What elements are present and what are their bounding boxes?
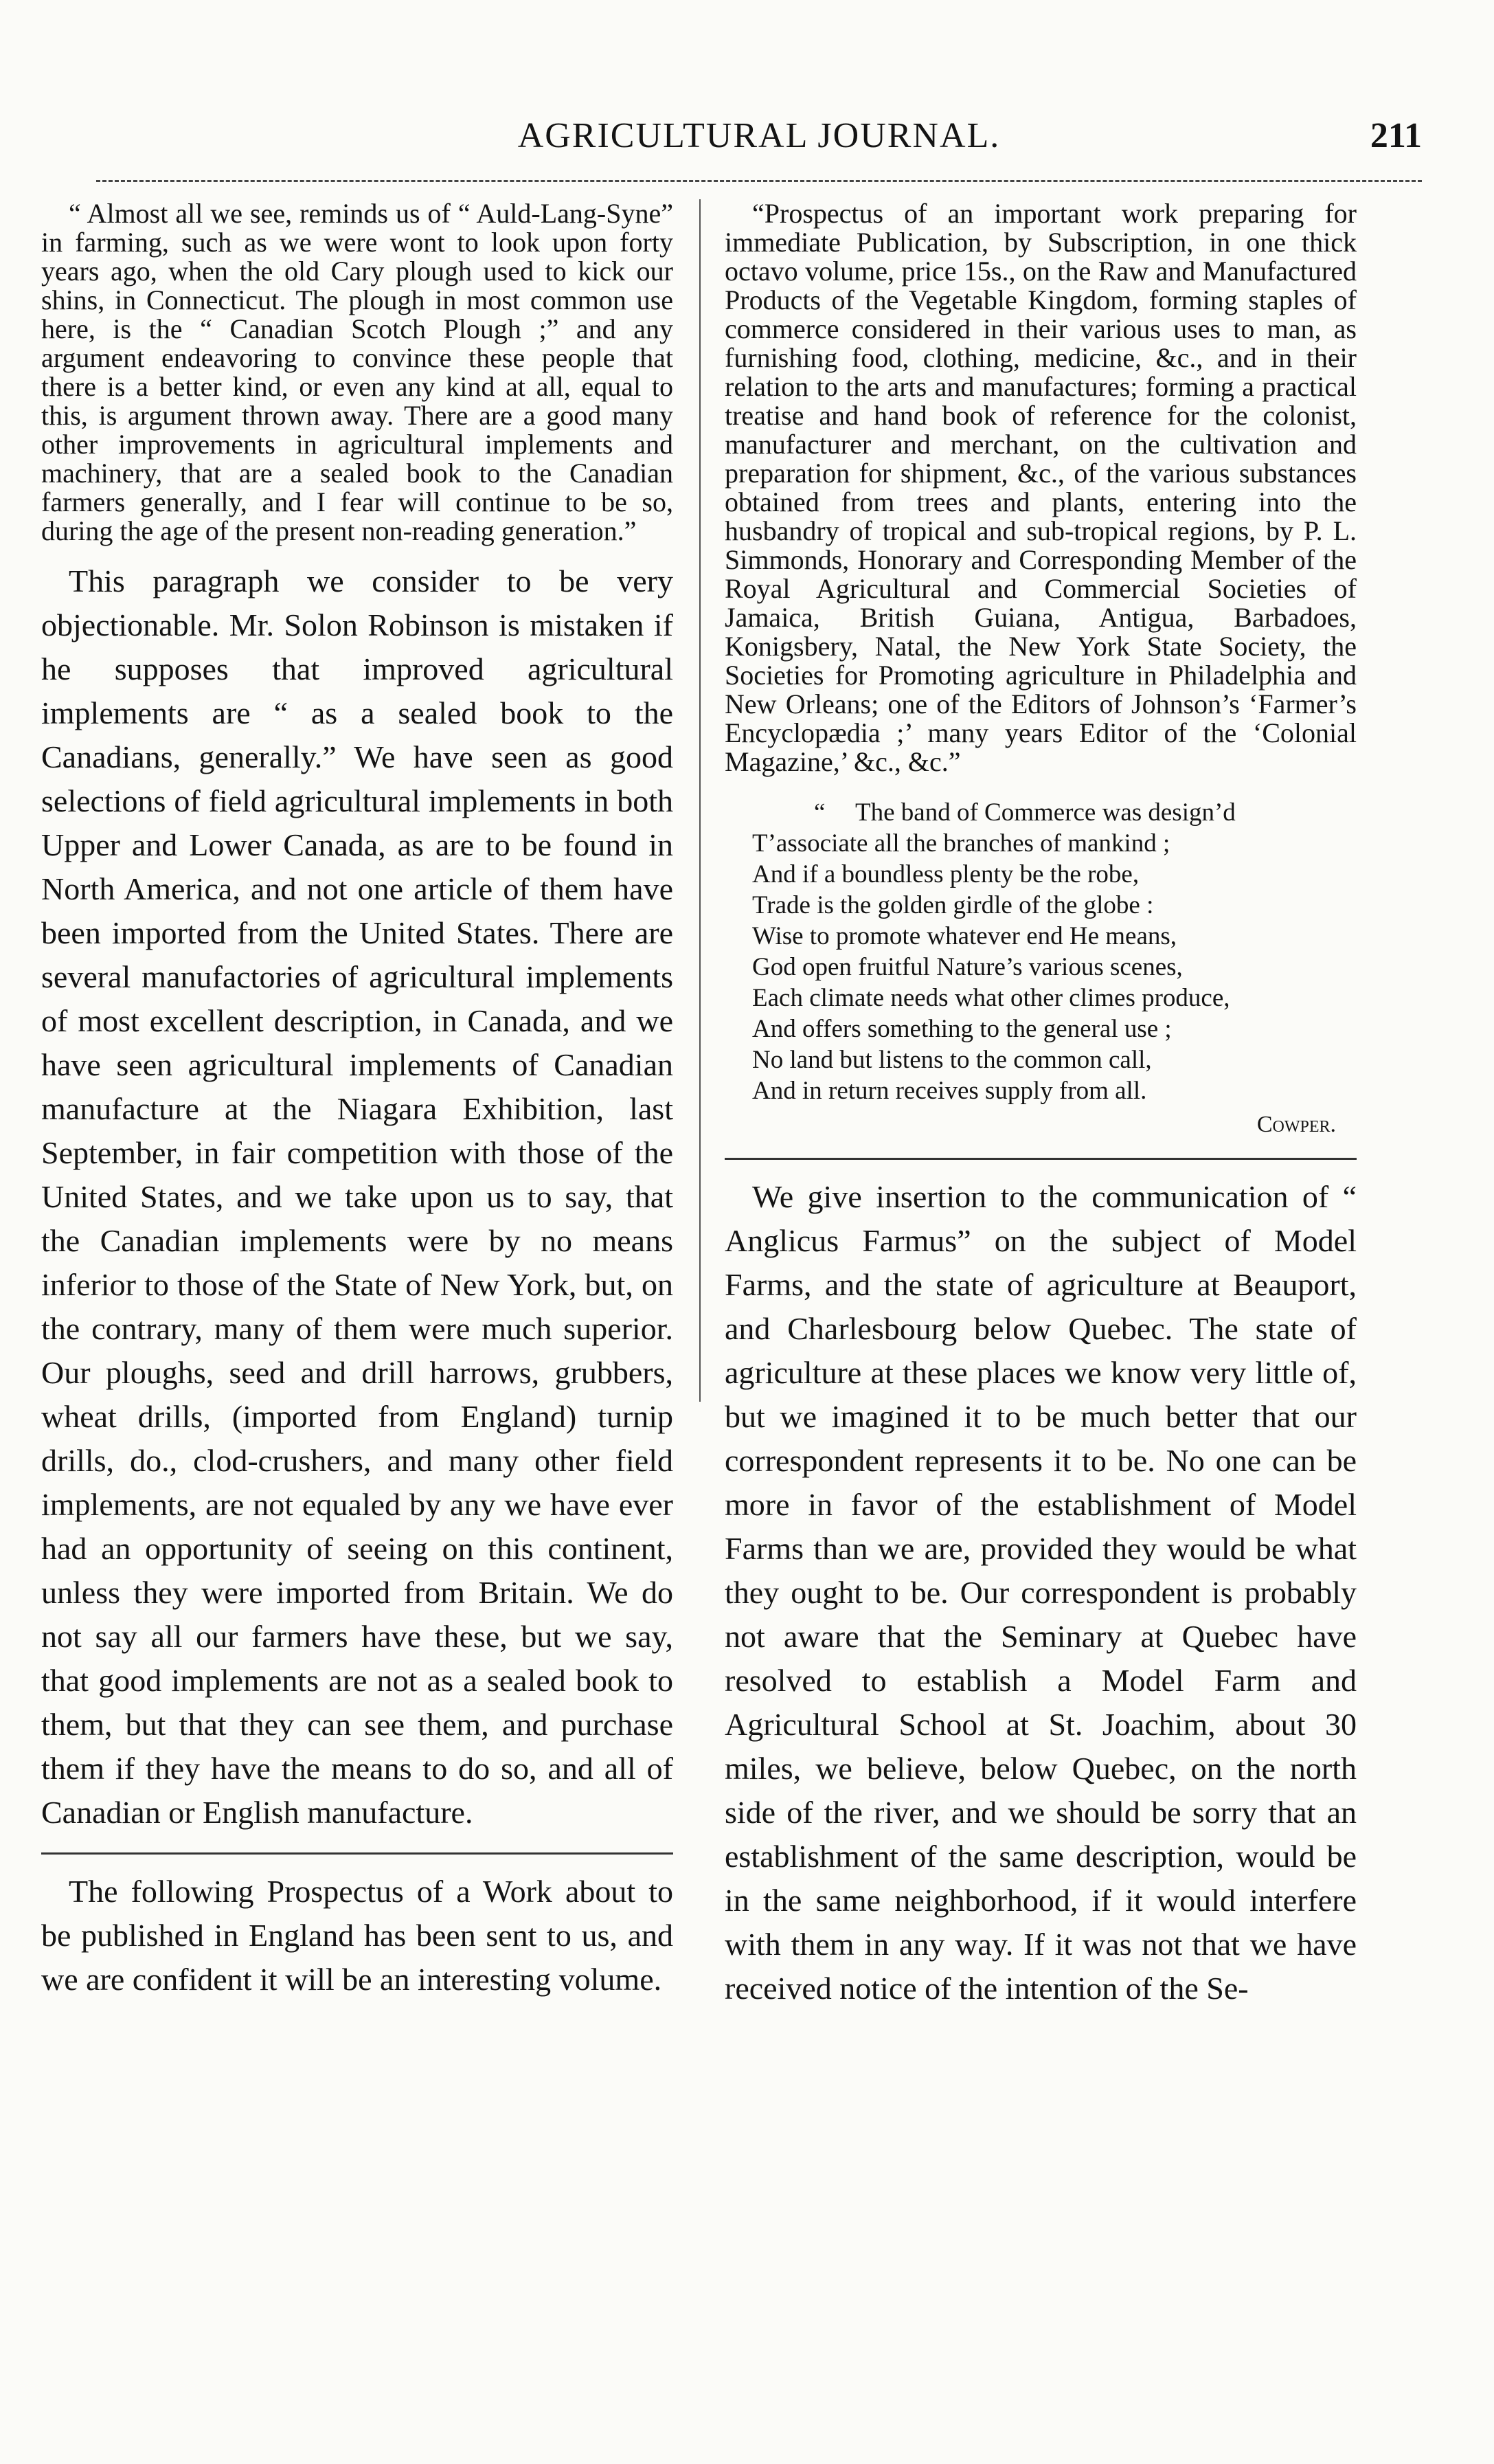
right-column <box>725 199 1357 2011</box>
column-divider <box>699 199 701 1402</box>
left-column <box>41 199 673 2002</box>
cowper-poem <box>725 797 1357 1140</box>
poem-line: “ The band of Commerce was design’d <box>814 798 1236 827</box>
model-farms-editorial: We give insertion to the communication of “ Anglicus Farmus” on the subject of Model Farms, and the state of agriculture at Beauport, and Charlesbourg below Quebec. The state of agriculture at these places we know very little of, but we imagined it to be much better that our correspondent represents it to be. No one can be more in favor of the establishment of Model Farms than we are, provided they would be what they ought to be. Our correspondent is probably not aware that the Seminary at Quebec have resolved to establish a Model Farm and Agricultural School at St. Joachim, about 30 miles, we believe, below Quebec, on the north side of the river, and we should be sorry that an establishment of the same description, would be in the same neighborhood, if it would interfere with them in any way. If it was not that we have received notice of the intention of the Se- <box>725 1179 1357 2006</box>
section-rule <box>725 1158 1357 1160</box>
poem-author: Cowper. <box>1256 1112 1336 1137</box>
running-title: AGRICULTURAL JOURNAL. <box>517 116 1001 155</box>
section-rule <box>41 1852 673 1855</box>
poem-line: Wise to promote whatever end He means, <box>752 922 1177 950</box>
poem-line: God open fruitful Nature’s various scenes, <box>752 953 1183 981</box>
prospectus-text: “Prospectus of an important work preparing for immediate Publication, by Subscription, in one thick octavo volume, price 15s., on the Raw and Manufactured Products of the Vegetable Kingdom, forming staples of commerce considered in their various uses to man, as furnishing food, clothing, medicine, &c., and in their relation to the arts and manufactures; forming a practical treatise and hand book of reference for the colonist, manufacturer and merchant, on the cultivation and preparation for shipment, &c., of the various substances obtained from trees and plants, entering into the husbandry of tropical and sub-tropical regions, by P. L. Simmonds, Honorary and Corresponding Member of the Royal Agricultural and Commercial Societies of Jamaica, British Guiana, Antigua, Barbadoes, Konigsbery, Natal, the New York State Society, the Societies for Promoting agriculture in Philadelphia and New Orleans; one of the Editors of Johnson’s ‘Farmer’s Encyclopædia ;’ many years Editor of the ‘Colonial Magazine,’ &c., &c.” <box>725 198 1357 777</box>
poem-line: And if a boundless plenty be the robe, <box>752 860 1140 888</box>
poem-line: Trade is the golden girdle of the globe : <box>752 891 1154 919</box>
poem-open-quote: “ <box>814 798 826 827</box>
poem-line: Each climate needs what other climes produce, <box>752 984 1230 1012</box>
poem-line: And in return receives supply from all. <box>752 1077 1147 1105</box>
header-rule <box>96 180 1422 182</box>
editorial-response: This paragraph we consider to be very objectionable. Mr. Solon Robinson is mistaken if he supposes that improved agricultural implements are “ as a sealed book to the Canadians, generally.” We have seen as good selections of field agricultural implements in both Upper and Lower Canada, as are to be found in North America, and not one article of them have been imported from the United States. There are several manufactories of agricultural implements of most excellent description, in Canada, and we have seen agricultural implements of Canadian manufacture at the Niagara Exhibition, last September, in fair competition with those of the United States, and we take upon us to say, that the Canadian implements were by no means inferior to those of the State of New York, but, on the contrary, many of them were much superior. Our ploughs, seed and drill harrows, grubbers, wheat drills, (imported from England) turnip drills, do., clod-crushers, and many other field implements, are not equaled by any we have ever had an opportunity of seeing on this continent, unless they were imported from Britain. We do not say all our farmers have these, but we say, that good implements are not as a sealed book to them, but that they can see them, and purchase them if they have the means to do so, and all of Canadian or English manufacture. <box>41 563 673 1830</box>
page-number: 211 <box>1370 116 1422 155</box>
robinson-quote: “ Almost all we see, reminds us of “ Auld-Lang-Syne” in farming, such as we were wont to look upon forty years ago, when the old Cary plough used to kick our shins, in Connecticut. The plough in most common use here, is the “ Canadian Scotch Plough ;” and any argument endeavoring to convince these people that there is a better kind, or even any kind at all, equal to this, is argument thrown away. There are a good many other improvements in agricultural implements and machinery, that are a sealed book to the Canadian farmers generally, and I fear will continue to be so, during the age of the present non-reading generation.” <box>41 198 673 546</box>
prospectus-intro: The following Prospectus of a Work about to be published in England has been sent to us, and we are confident it will be an interesting volume. <box>41 1874 673 1997</box>
page-header <box>96 115 1422 170</box>
poem-line: And offers something to the general use ; <box>752 1015 1172 1043</box>
poem-line: T’associate all the branches of mankind ; <box>752 829 1170 858</box>
poem-line: No land but listens to the common call, <box>752 1046 1152 1074</box>
